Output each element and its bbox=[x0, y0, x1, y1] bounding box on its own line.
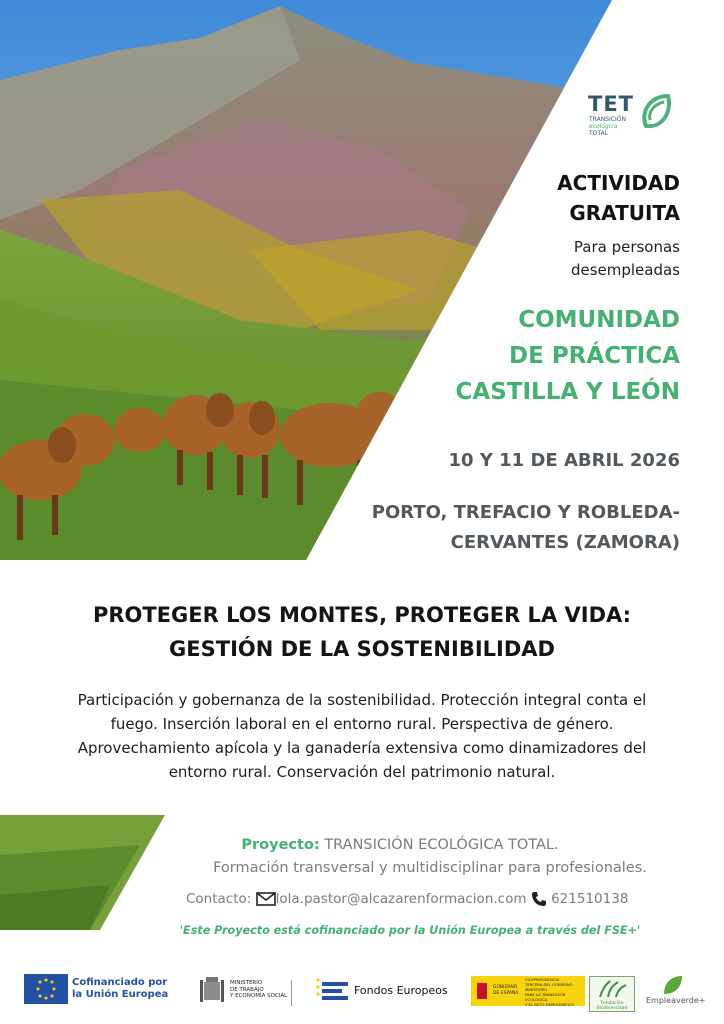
footer-logos bbox=[0, 968, 724, 1024]
logo-divider bbox=[291, 980, 292, 1006]
funding-note: 'Este Proyecto está cofinanciado por la Unión Europea a través del FSE+' bbox=[179, 924, 641, 937]
eu-cofinanced-text: Cofinanciado por la Unión Europea bbox=[72, 977, 169, 1000]
logo-subtitle: TRANSICIÓN ecológica TOTAL bbox=[589, 116, 626, 137]
contact-line bbox=[186, 888, 706, 910]
envelope-icon bbox=[256, 892, 276, 906]
project-line bbox=[150, 834, 650, 857]
tet-logo bbox=[588, 92, 680, 138]
activity-badge-text: ACTIVIDAD GRATUITA bbox=[557, 171, 680, 225]
logo-wordmark: TET bbox=[588, 92, 634, 116]
empleaverde-leaf-icon bbox=[662, 974, 684, 996]
topics-description: Participación y gobernanza de la sostenibilidad. Protección integral conta el fuego. Inserción laboral en el entorno rural. Perspectiva de género. Aprovechamiento apícola y la ganadería extensiva como dinamizadores del entorno rural. Conservación del patrimonio natural. bbox=[77, 691, 647, 781]
project-subtitle: Formación transversal y multidisciplinar para profesionales. bbox=[213, 860, 647, 876]
contact-label: Contacto: bbox=[186, 891, 252, 907]
ministerio-text: MINISTERIO DE TRABAJO Y ECONOMÍA SOCIAL bbox=[230, 980, 288, 999]
contact-email[interactable]: lola.pastor@alcazarenformacion.com bbox=[275, 891, 527, 907]
project-name: TRANSICIÓN ECOLÓGICA TOTAL. bbox=[324, 837, 559, 853]
empleaverde-text: Empleaverde+ bbox=[646, 996, 706, 1005]
spain-crest-icon bbox=[475, 981, 489, 1001]
event-dates: 10 Y 11 DE ABRIL 2026 bbox=[448, 450, 680, 471]
fondos-europeos-text: Fondos Europeos bbox=[354, 984, 448, 997]
biodiversidad-logo: Fundación Biodiversidad bbox=[589, 976, 635, 1012]
project-label: Proyecto: bbox=[241, 837, 320, 853]
contact-phone[interactable]: 621510138 bbox=[551, 891, 629, 907]
grass-photo bbox=[0, 815, 165, 930]
coat-of-arms-icon bbox=[198, 976, 226, 1006]
grass-sprout-icon bbox=[596, 979, 628, 999]
gobierno-logo: GOBIERNO DE ESPAÑA VICEPRESIDENCIA TERCERA DEL GOBIERNO MINISTERIO PARA LA TRANSICIÓN ECOLÓGICA Y EL RETO DEMOGRÁFICO bbox=[471, 976, 585, 1006]
community-title: COMUNIDAD DE PRÁCTICA CASTILLA Y LEÓN bbox=[455, 307, 680, 405]
leaf-logo-icon bbox=[638, 92, 674, 134]
eu-flag-icon bbox=[24, 974, 68, 1004]
phone-icon bbox=[531, 891, 547, 907]
fondos-europeos-icon bbox=[314, 976, 350, 1004]
event-location: PORTO, TREFACIO Y ROBLEDA- CERVANTES (ZAMORA) bbox=[371, 502, 680, 553]
main-headline: PROTEGER LOS MONTES, PROTEGER LA VIDA: GESTIÓN DE LA SOSTENIBILIDAD bbox=[92, 603, 632, 661]
audience-text: Para personas desempleadas bbox=[570, 238, 680, 279]
